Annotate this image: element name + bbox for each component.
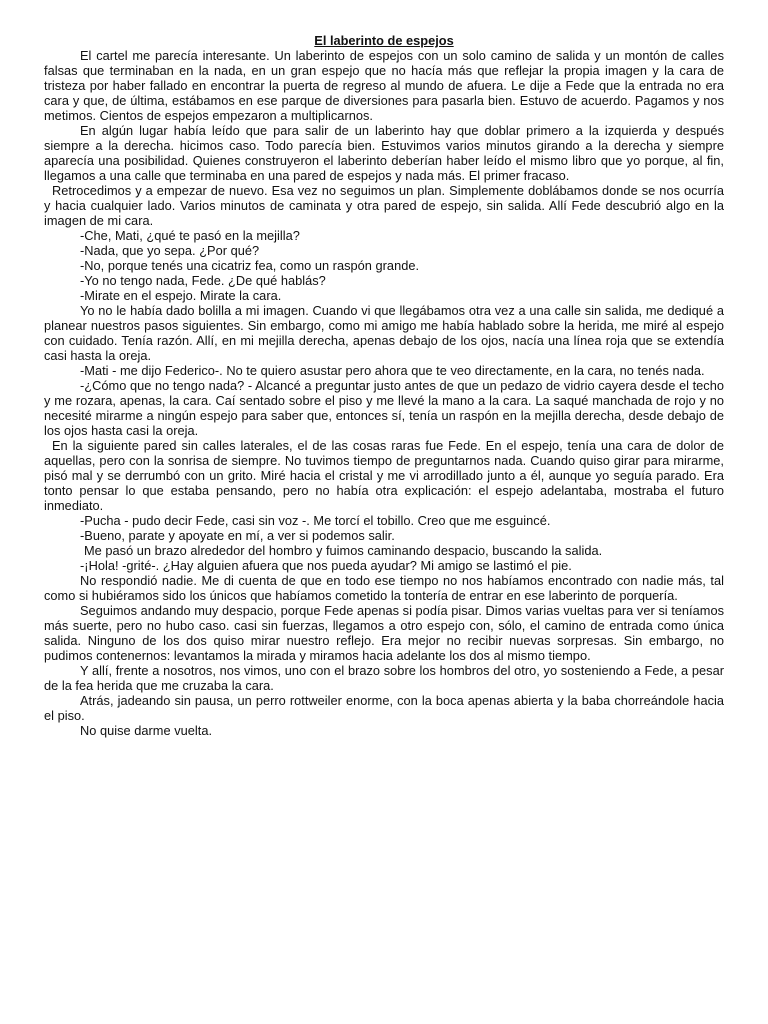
story-paragraph: Me pasó un brazo alrededor del hombro y fuimos caminando despacio, buscando la salida. bbox=[84, 543, 603, 558]
story-paragraph: En la siguiente pared sin calles laterales, el de las cosas raras fue Fede. En el espejo, tenía una cara de dolor de aquellas, pero con la sonrisa de siempre. No tuvimos tiempo de preguntarnos nada. Cuando quiso girar para mirarme, pisó mal y se derrumbó con un grito. Miré hacia el cristal y me vi arrodillado junto a él, aunque yo seguía parado. Era tonto pensar lo que estaba pensando, pero no había otra explicación: el espejo adelantaba, mostraba el futuro inmediato. bbox=[44, 438, 724, 513]
story-paragraph: -No, porque tenés una cicatriz fea, como un raspón grande. bbox=[80, 258, 420, 273]
story-paragraph: El cartel me parecía interesante. Un laberinto de espejos con un solo camino de salida y un montón de calles falsas que terminaban en la nada, en un gran espejo que no hacía más que reflejar la propia imagen y la cara de tristeza por haber fallado en encontrar la puerta de regreso al mundo de afuera. Le dije a Fede que la entrada no era cara y que, de última, estábamos en ese parque de diversiones para pasarla bien. Estuvo de acuerdo. Pagamos y nos metimos. Cientos de espejos empezaron a multiplicarnos. bbox=[44, 48, 724, 123]
story-paragraph: -Pucha - pudo decir Fede, casi sin voz -. Me torcí el tobillo. Creo que me esguincé. bbox=[80, 513, 551, 528]
story-paragraph: Seguimos andando muy despacio, porque Fede apenas si podía pisar. Dimos varias vueltas para ver si teníamos más suerte, pero no hubo caso. casi sin fuerzas, llegamos a otro espejo con, sólo, el camino de entrada como única salida. Ninguno de los dos quiso mirar nuestro reflejo. Era mejor no recibir nuevas sorpresas. Sin embargo, no pudimos contenernos: levantamos la mirada y miramos hacia adelante los dos al mismo tiempo. bbox=[44, 603, 724, 663]
story-paragraph: -¿Cómo que no tengo nada? - Alcancé a preguntar justo antes de que un pedazo de vidrio cayera desde el techo y me rozara, apenas, la cara. Caí sentado sobre el piso y me llevé la mano a la cara. La saqué manchada de rojo y no necesité mirarme a ningún espejo para saber que, entonces sí, tenía un raspón en la mejilla derecha, desde debajo de los ojos hasta casi la oreja. bbox=[44, 378, 724, 438]
story-paragraph: No respondió nadie. Me di cuenta de que en todo ese tiempo no nos habíamos encontrado con nadie más, tal como si hubiéramos sido los únicos que habíamos cometido la tontería de entrar en ese laberinto de porquería. bbox=[44, 573, 724, 603]
story-paragraph: No quise darme vuelta. bbox=[80, 723, 213, 738]
story-paragraph: En algún lugar había leído que para salir de un laberinto hay que doblar primero a la izquierda y después siempre a la derecha. hicimos caso. Todo parecía bien. Estuvimos varios minutos girando a la derecha y siempre aparecía una posibilidad. Quienes construyeron el laberinto deberían haber leído el mismo libro que yo porque, al fin, llegamos a una calle que terminaba en una pared de espejos y nada más. El primer fracaso. bbox=[44, 123, 724, 183]
story-paragraph: -¡Hola! -grité-. ¿Hay alguien afuera que nos pueda ayudar? Mi amigo se lastimó el pie. bbox=[80, 558, 572, 573]
story-paragraph: -Yo no tengo nada, Fede. ¿De qué hablás? bbox=[80, 273, 326, 288]
story-paragraph: -Nada, que yo sepa. ¿Por qué? bbox=[80, 243, 260, 258]
story-paragraph: -Mirate en el espejo. Mirate la cara. bbox=[80, 288, 282, 303]
story-paragraph: Atrás, jadeando sin pausa, un perro rottweiler enorme, con la boca apenas abierta y la baba chorreándole hacia el piso. bbox=[44, 693, 724, 723]
story-paragraph: -Che, Mati, ¿qué te pasó en la mejilla? bbox=[80, 228, 300, 243]
story-paragraph: Yo no le había dado bolilla a mi imagen. Cuando vi que llegábamos otra vez a una calle sin salida, me dediqué a planear nuestros pasos siguientes. Sin embargo, como mi amigo me había hablado sobre la herida, me miré al espejo con cuidado. Tenía razón. Allí, en mi mejilla derecha, apenas debajo de los ojos, nacía una línea roja que se extendía casi hasta la oreja. bbox=[44, 303, 724, 363]
story-paragraph: Y allí, frente a nosotros, nos vimos, uno con el brazo sobre los hombros del otro, yo sosteniendo a Fede, a pesar de la fea herida que me cruzaba la cara. bbox=[44, 663, 724, 693]
story-paragraph: Retrocedimos y a empezar de nuevo. Esa vez no seguimos un plan. Simplemente doblábamos donde se nos ocurría y hacia cualquier lado. Varios minutos de caminata y otra pared de espejo, sin salida. Allí Fede descubrió algo en la imagen de mi cara. bbox=[44, 183, 724, 228]
story-paragraph: -Bueno, parate y apoyate en mí, a ver si podemos salir. bbox=[80, 528, 395, 543]
story-body bbox=[44, 48, 724, 738]
story-paragraph: -Mati - me dijo Federico-. No te quiero asustar pero ahora que te veo directamente, en la cara, no tenés nada. bbox=[80, 363, 705, 378]
document-page bbox=[44, 33, 724, 738]
document-title: El laberinto de espejos bbox=[314, 33, 454, 48]
